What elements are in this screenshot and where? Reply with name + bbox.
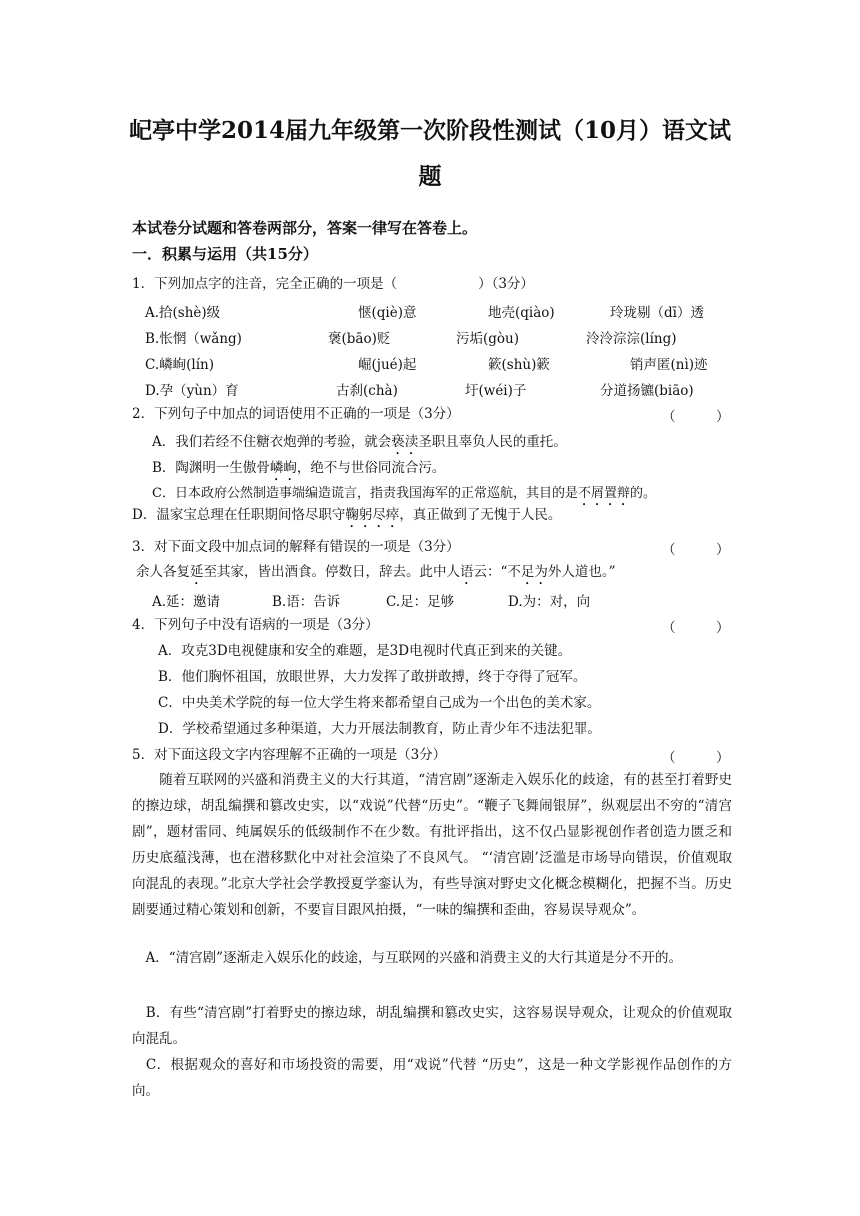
q1-d-2: 古刹(chà) [336, 383, 398, 399]
q5-option-a: A．“清宫剧”逐渐走入娱乐化的歧途，与互联网的兴盛和消费主义的大行其道是分不开的。 [132, 950, 683, 966]
q1-a-3: 地壳(qiào) [488, 305, 555, 321]
q2-d-pre: D．温家宝总理在任职期间恪尽职守 [132, 507, 346, 523]
q3-option-c: C.足：足够 [386, 594, 455, 610]
q1-b-4: 泠泠淙淙(líng) [586, 331, 677, 347]
q2-b-post: ，绝不与世俗同流合污。 [296, 460, 446, 476]
question-3-answer-paren: （ ） [662, 542, 730, 558]
q2-option-a [152, 433, 567, 458]
instruction: 本试卷分试题和答卷两部分，答案一律写在答卷上。 [132, 219, 478, 237]
q5-option-b: B．有些“清宫剧”打着野史的擦边球，胡乱编撰和篡改史实，这容易误导观众，让观众的价值观取向混乱。 [132, 1005, 732, 1047]
q5-passage: 随着互联网的兴盛和消费主义的大行其道，“清宫剧”逐渐走入娱乐化的歧途，有的甚至打着野史的擦边球，胡乱编撰和篡改史实，以“戏说”代替“历史”。“鞭子飞舞闹银屏”，纵观层出不穷的“清宫剧”，题材雷同、纯属娱乐的低级制作不在少数。有批评指出，这不仅凸显影视创作者创造力匮乏和历史底蕴浅薄，也在潜移默化中对社会渲染了不良风气。 “‘清宫剧’泛滥是市场导向错误，价值观取向混乱的表现。”北京大学社会学教授夏学銮认为，有些导演对野史文化概念模糊化，把握不当。历史剧要通过精心策划和创新，不要盲目跟风拍摄，“一味的编撰和歪曲，容易误导观众”。 [132, 772, 732, 918]
q3-option-d: D.为：对，向 [508, 594, 591, 610]
q2-a-dotted: 亵渎 [391, 434, 419, 450]
q3-dotted-yan: 延 [190, 564, 204, 580]
q2-option-d [132, 506, 561, 531]
q1-b-1: B.怅惘（wǎng) [145, 331, 242, 347]
q2-d-dotted: 鞠躬尽瘁 [345, 507, 400, 523]
q1-c-3: 簌(shù)簌 [488, 357, 550, 373]
q1-c-1: C.嶙峋(lín) [145, 357, 215, 373]
q3-option-b: B.语：告诉 [272, 594, 341, 610]
q3-dotted-zu: 足 [520, 564, 535, 580]
q4-option-a: A．攻克3D电视健康和安全的难题，是3D电视时代真正到来的关键。 [158, 643, 572, 659]
q1-d-1: D.孕（yùn）育 [145, 383, 239, 399]
q3-text-1: 余人各复 [136, 564, 190, 580]
q2-a-post: 圣职且辜负人民的重托。 [418, 434, 567, 450]
q3-passage [136, 563, 616, 588]
exam-title-line2: 题 [418, 163, 442, 190]
q3-text-3: 云：“不 [473, 564, 521, 580]
q3-dotted-yu: 语 [460, 564, 474, 580]
question-5-stem: 5．对下面这段文字内容理解不正确的一项是（3分） [132, 747, 447, 763]
q2-b-pre: B．陶渊明一生傲骨 [152, 460, 270, 476]
q1-b-2: 褒(bāo)贬 [328, 331, 391, 347]
q5-option-c: C．根据观众的喜好和市场投资的需要，用“戏说”代替 “历史”，这是一种文学影视作品创作的方向。 [132, 1057, 732, 1099]
question-3-stem: 3．对下面文段中加点词的解释有错误的一项是（3分） [132, 539, 460, 555]
q4-option-d: D．学校希望通过多种渠道，大力开展法制教育，防止青少年不违法犯罪。 [158, 721, 601, 737]
question-4-answer-paren: （ ） [662, 620, 730, 636]
question-4-stem: 4．下列句子中没有语病的一项是（3分） [132, 617, 379, 633]
q1-d-3: 圩(wéi)子 [465, 383, 527, 399]
q1-b-3: 污垢(gòu) [456, 331, 519, 347]
q3-option-a: A.延：邀请 [152, 594, 221, 610]
question-2-answer-paren: （ ） [662, 409, 730, 425]
question-5-answer-paren: （ ） [662, 750, 730, 766]
section-heading-1: 一．积累与运用（共15分） [132, 245, 318, 263]
q4-option-b: B．他们胸怀祖国，放眼世界，大力发挥了敢拼敢搏，终于夺得了冠军。 [158, 669, 587, 685]
q1-d-4: 分道扬镳(biāo) [600, 383, 694, 399]
q1-c-2: 崛(jué)起 [358, 357, 417, 373]
q1-a-1: A.拾(shè)级 [145, 305, 221, 321]
q2-c-dotted: 不屑置辩 [577, 486, 630, 501]
q1-a-2: 惬(qiè)意 [358, 305, 417, 321]
q1-a-4: 玲珑剔（dī）透 [610, 305, 704, 321]
q2-d-post: ，真正做到了无愧于人民。 [399, 507, 562, 523]
q2-a-pre: A．我们若经不住糖衣炮弹的考验，就会 [152, 434, 392, 450]
q2-option-b [152, 459, 445, 484]
question-1-stem: 1．下列加点字的注音，完全正确的一项是（ ）（3分） [132, 276, 534, 292]
q2-c-pre: C．日本政府公然制造事端编造谎言，指责我国海军的正常巡航，其目的是 [152, 486, 578, 501]
question-2-stem: 2．下列句子中加点的词语使用不正确的一项是（3分） [132, 406, 460, 422]
q2-b-dotted: 嶙峋 [269, 460, 297, 476]
q4-option-c: C．中央美术学院的每一位大学生将来都希望自己成为一个出色的美术家。 [158, 695, 601, 711]
exam-title-line1: 屺亭中学2014届九年级第一次阶段性测试（10月）语文试 [128, 117, 732, 144]
q1-c-4: 销声匿(nì)迹 [630, 357, 708, 373]
q3-dotted-wei: 为 [534, 564, 548, 580]
q3-text-4: 外人道也。” [547, 564, 616, 580]
q2-c-post: 的。 [629, 486, 656, 501]
q3-text-2: 至其家，皆出酒食。停数日，辞去。此中人 [203, 564, 460, 580]
